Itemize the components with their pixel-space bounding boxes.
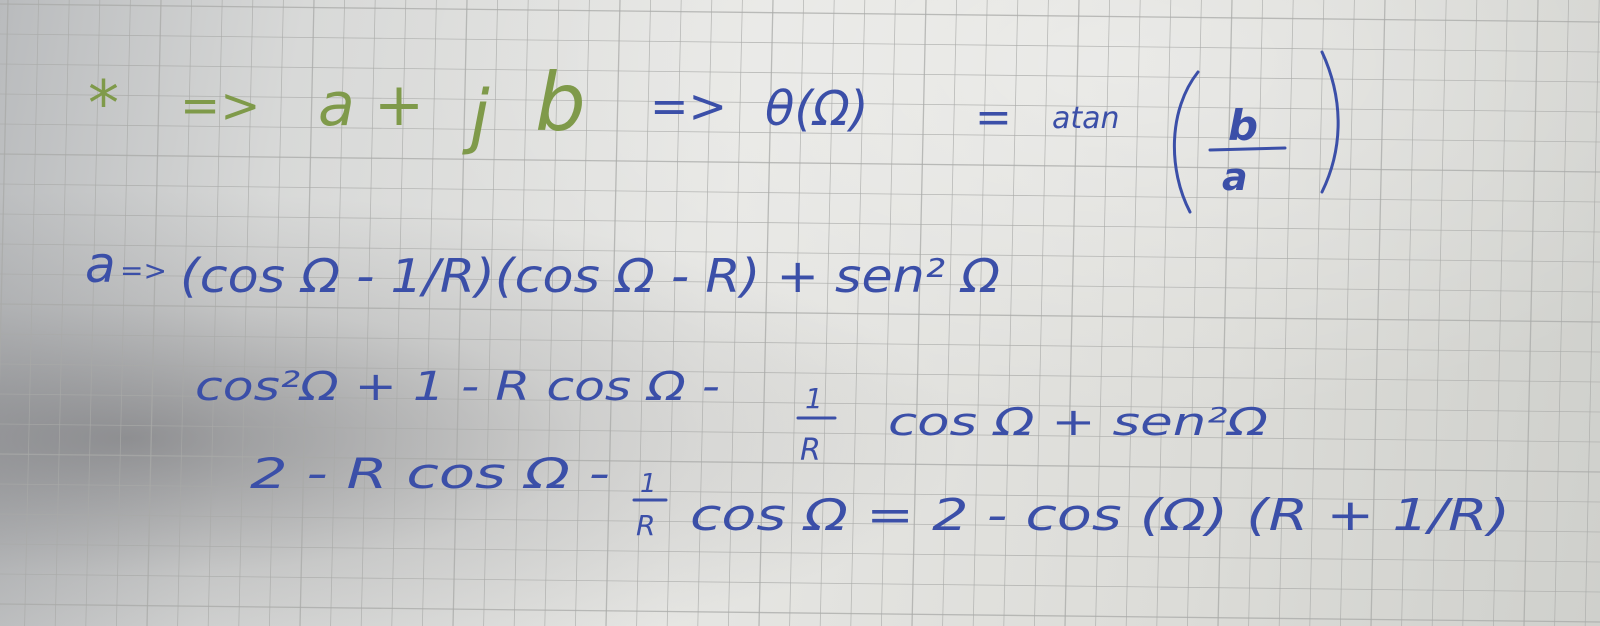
right-paren-large <box>1322 52 1338 192</box>
equation-line-4 <box>250 449 1510 542</box>
expansion-expression: (cos Ω - 1/R)(cos Ω - R) + sen² Ω <box>180 249 1001 303</box>
j-symbol: j <box>470 75 490 157</box>
star-symbol: * <box>88 67 119 140</box>
line4-part1: 2 - R cos Ω - <box>250 449 610 498</box>
line4-fraction-den: R <box>636 509 656 542</box>
implies-arrow-3: => <box>120 254 167 287</box>
implies-arrow-2: => <box>650 79 728 133</box>
line3-fraction-num: 1 <box>805 382 823 415</box>
line4-part2: cos Ω = 2 - cos (Ω) (R + 1/R) <box>690 490 1510 541</box>
implies-arrow-1: => <box>180 78 261 134</box>
equation-line-1 <box>88 52 1338 212</box>
atan-function: atan <box>1052 101 1120 136</box>
a-lhs: a <box>85 236 116 294</box>
line3-part2: cos Ω + sen²Ω <box>888 400 1268 444</box>
line4-fraction-num: 1 <box>640 469 657 499</box>
line3-fraction-den: R <box>800 433 821 468</box>
b-symbol: b <box>535 56 586 149</box>
fraction-denominator-a: a <box>1222 155 1248 199</box>
equation-line-2 <box>85 236 1000 303</box>
fraction-bar-1 <box>1210 148 1285 150</box>
left-paren-large <box>1174 72 1198 212</box>
a-plus-term: a + <box>318 70 425 140</box>
line3-part1: cos²Ω + 1 - R cos Ω - <box>195 364 720 410</box>
theta-omega: θ(Ω) <box>765 81 869 137</box>
equals-sign-1: = <box>975 92 1012 143</box>
fraction-numerator-b: b <box>1228 101 1259 150</box>
